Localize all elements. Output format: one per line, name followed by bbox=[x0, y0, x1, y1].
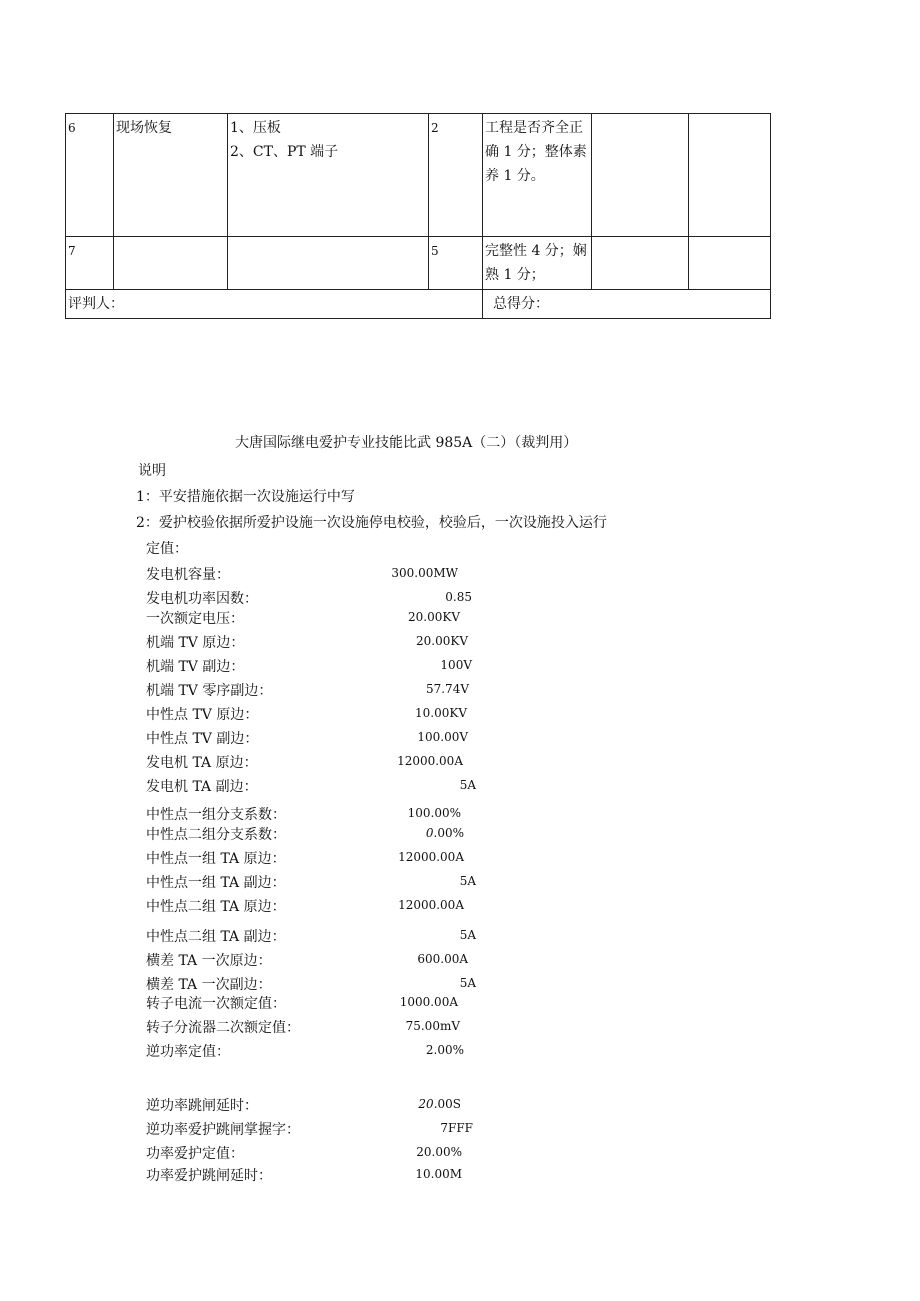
param-value: 100.00% bbox=[407, 806, 461, 820]
param-value: 5A bbox=[459, 874, 476, 888]
score-criteria: 工程是否齐全正确 1 分；整体素养 1 分。 bbox=[483, 114, 592, 237]
param-value: 0.00% bbox=[425, 826, 464, 840]
param-value: 10.00M bbox=[415, 1167, 462, 1181]
param-label: 功率爱护跳闸延时： bbox=[146, 1168, 272, 1184]
param-label: 发电机功率因数： bbox=[146, 591, 258, 607]
param-value: 2.00% bbox=[425, 1043, 464, 1057]
score-value: 5 bbox=[429, 237, 483, 290]
param-label: 机端 TV 副边： bbox=[146, 659, 245, 675]
content-line: 2、CT、PT 端子 bbox=[230, 144, 339, 160]
param-value: 0.85 bbox=[445, 590, 472, 604]
param-value: 12000.00A bbox=[398, 850, 464, 864]
param-value: 20.00S bbox=[418, 1097, 461, 1111]
param-value: 20.00KV bbox=[408, 610, 460, 624]
table-footer-row bbox=[66, 290, 771, 319]
param-label: 一次额定电压： bbox=[146, 611, 244, 627]
param-label: 功率爱护定值： bbox=[146, 1146, 244, 1162]
table-row bbox=[66, 114, 771, 237]
param-label: 机端 TV 零序副边： bbox=[146, 683, 273, 699]
total-score-label: 总得分： bbox=[483, 290, 771, 319]
param-label: 发电机容量： bbox=[146, 567, 230, 583]
param-value: 20.00% bbox=[416, 1145, 462, 1159]
row-number: 6 bbox=[66, 114, 114, 237]
note-line: 2：爱护校验依据所爱护设施一次设施停电校验，校验后，一次设施投入运行 bbox=[136, 515, 607, 531]
param-label: 中性点二组 TA 原边： bbox=[146, 899, 286, 915]
item-name: 现场恢复 bbox=[114, 114, 228, 237]
param-label: 发电机 TA 副边： bbox=[146, 779, 258, 795]
param-label: 中性点一组 TA 原边： bbox=[146, 851, 286, 867]
score-criteria: 完整性 4 分；娴熟 1 分； bbox=[483, 237, 592, 290]
section-heading: 说明 bbox=[138, 463, 166, 479]
param-label: 中性点二组 TA 副边： bbox=[146, 929, 286, 945]
param-value: 75.00mV bbox=[405, 1019, 460, 1033]
param-value: 12000.00A bbox=[397, 754, 463, 768]
item-content bbox=[228, 114, 429, 237]
param-label: 逆功率爱护跳闸掌握字： bbox=[146, 1122, 300, 1138]
param-label: 中性点二组分支系数： bbox=[146, 827, 286, 843]
param-value: 12000.00A bbox=[398, 898, 464, 912]
param-value: 100.00V bbox=[417, 730, 468, 744]
content-line: 1、压板 bbox=[230, 120, 281, 136]
score-value: 2 bbox=[429, 114, 483, 237]
param-label: 中性点 TV 原边： bbox=[146, 707, 259, 723]
table-row bbox=[66, 237, 771, 290]
param-value: 57.74V bbox=[425, 682, 469, 696]
param-value: 20.00KV bbox=[416, 634, 468, 648]
param-value: 1000.00A bbox=[399, 995, 458, 1009]
item-name bbox=[114, 237, 228, 290]
param-label: 逆功率跳闸延时： bbox=[146, 1098, 258, 1114]
param-value: 600.00A bbox=[417, 952, 468, 966]
scoring-table bbox=[65, 113, 771, 319]
param-label: 中性点 TV 副边： bbox=[146, 731, 259, 747]
param-label: 横差 TA 一次原边： bbox=[146, 953, 272, 969]
blank-cell bbox=[592, 114, 689, 237]
judge-label: 评判人： bbox=[66, 290, 483, 319]
note-line: 1：平安措施依据一次设施运行中写 bbox=[136, 489, 355, 505]
row-number: 7 bbox=[66, 237, 114, 290]
param-label: 中性点一组 TA 副边： bbox=[146, 875, 286, 891]
blank-cell bbox=[689, 237, 771, 290]
blank-cell bbox=[689, 114, 771, 237]
param-label: 逆功率定值： bbox=[146, 1044, 230, 1060]
param-value: 5A bbox=[459, 976, 476, 990]
param-label: 发电机 TA 原边： bbox=[146, 755, 258, 771]
param-value: 300.00MW bbox=[391, 566, 458, 580]
section-title: 大唐国际继电爱护专业技能比武 985A（二）（裁判用） bbox=[235, 435, 578, 451]
param-label: 转子分流器二次额定值： bbox=[146, 1020, 300, 1036]
param-label: 机端 TV 原边： bbox=[146, 635, 245, 651]
param-label: 中性点一组分支系数： bbox=[146, 807, 286, 823]
param-value: 10.00KV bbox=[415, 706, 467, 720]
param-value: 7FFF bbox=[440, 1121, 473, 1135]
settings-label: 定值： bbox=[146, 541, 188, 557]
param-label: 横差 TA 一次副边： bbox=[146, 977, 272, 993]
item-content bbox=[228, 237, 429, 290]
blank-cell bbox=[592, 237, 689, 290]
param-value: 5A bbox=[459, 778, 476, 792]
param-label: 转子电流一次额定值： bbox=[146, 996, 286, 1012]
param-value: 100V bbox=[440, 658, 472, 672]
param-value: 5A bbox=[459, 928, 476, 942]
